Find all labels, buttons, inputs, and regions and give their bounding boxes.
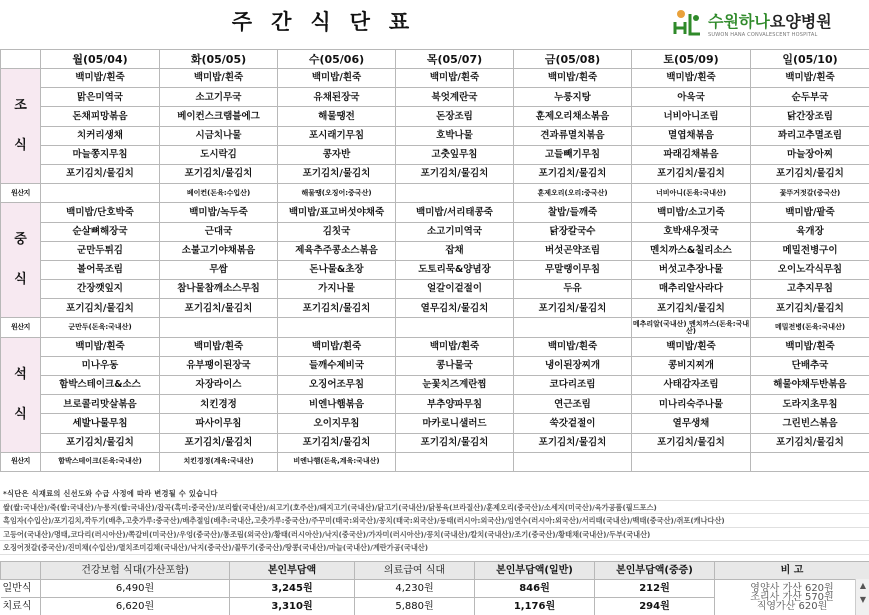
menu-item: 냉이된장찌개 bbox=[514, 356, 632, 375]
menu-item: 훈제오리채소볶음 bbox=[514, 107, 632, 126]
day-header: 목(05/07) bbox=[396, 50, 514, 69]
menu-item: 단배추국 bbox=[751, 356, 869, 375]
origin-row bbox=[1, 184, 869, 203]
menu-item: 포기김치/물김치 bbox=[396, 164, 514, 183]
menu-item: 매추리알사라다 bbox=[632, 280, 751, 299]
meal-label-char: 조 bbox=[14, 98, 27, 114]
menu-row bbox=[1, 433, 869, 452]
origin-item bbox=[41, 184, 160, 203]
day-header-row bbox=[1, 50, 869, 69]
menu-item: 닭간장조림 bbox=[751, 107, 869, 126]
price-header-cell: 본인부담액 bbox=[230, 562, 355, 580]
notice-line: 오징어젓갈(중국산)/진미채(수입산)/멸치조미김채(국내산)/낙지(중국산)/꼴뚜기(중국산)/땅콩(국내산)/마늘(국내산)/계란가공(국내산) bbox=[0, 541, 869, 555]
price-remarks bbox=[715, 580, 869, 615]
menu-row bbox=[1, 107, 869, 126]
menu-item: 자장라이스 bbox=[160, 376, 278, 395]
menu-item: 포기김치/물김치 bbox=[160, 433, 278, 452]
menu-item: 돈나물&초장 bbox=[278, 260, 396, 279]
menu-item: 고들빼기무침 bbox=[514, 145, 632, 164]
menu-item: 도시락김 bbox=[160, 145, 278, 164]
menu-row bbox=[1, 145, 869, 164]
menu-item: 찰밥/들깨죽 bbox=[514, 203, 632, 222]
notice-line: *식단은 식재료의 신선도와 수급 사정에 따라 변경될 수 있습니다 bbox=[0, 487, 869, 501]
price-header-cell: 건강보험 식대(가산포함) bbox=[41, 562, 230, 580]
origin-item bbox=[396, 318, 514, 337]
menu-row bbox=[1, 88, 869, 107]
menu-item: 포기김치/물김치 bbox=[278, 433, 396, 452]
menu-item: 소고기미역국 bbox=[396, 222, 514, 241]
logo-name-dark: 요양병원 bbox=[769, 11, 832, 31]
price-value: 1,176원 bbox=[475, 598, 595, 615]
menu-item: 포기김치/물김치 bbox=[632, 164, 751, 183]
origin-item bbox=[514, 318, 632, 337]
menu-item: 베이컨스크램블에그 bbox=[160, 107, 278, 126]
origin-item: 메추리알(국내산) 멘치까스(돈육:국내산) bbox=[632, 318, 751, 337]
menu-item: 육개장 bbox=[751, 222, 869, 241]
menu-item: 포기김치/물김치 bbox=[41, 433, 160, 452]
price-row-label: 일반식 bbox=[1, 580, 41, 598]
day-header: 수(05/06) bbox=[278, 50, 396, 69]
menu-item: 오이지무침 bbox=[278, 414, 396, 433]
origin-item: 너비아니(돈육:국내산) bbox=[632, 184, 751, 203]
origin-label: 원산지 bbox=[1, 452, 41, 471]
menu-item: 마늘장아찌 bbox=[751, 145, 869, 164]
menu-item: 멘치까스&칠리소스 bbox=[632, 241, 751, 260]
menu-item: 포기김치/물김치 bbox=[278, 299, 396, 318]
menu-item: 포기김치/물김치 bbox=[41, 299, 160, 318]
menu-item: 돈채피망볶음 bbox=[41, 107, 160, 126]
menu-item: 포시래기무침 bbox=[278, 126, 396, 145]
menu-item: 군만두튀김 bbox=[41, 241, 160, 260]
menu-row bbox=[1, 222, 869, 241]
menu-item: 호박나물 bbox=[396, 126, 514, 145]
meal-label-char: 식 bbox=[14, 272, 27, 288]
menu-item: 잡채 bbox=[396, 241, 514, 260]
logo-english: SUWON HANA CONVALESCENT HOSPITAL bbox=[708, 31, 818, 38]
menu-item: 함박스테이크&소스 bbox=[41, 376, 160, 395]
menu-row bbox=[1, 69, 869, 88]
origin-item: 해물땡(오징어:중국산) bbox=[278, 184, 396, 203]
menu-item: 김칫국 bbox=[278, 222, 396, 241]
price-value: 3,245원 bbox=[230, 580, 355, 598]
menu-row bbox=[1, 337, 869, 356]
menu-item: 백미밥/흰죽 bbox=[278, 69, 396, 88]
price-value: 6,490원 bbox=[41, 580, 230, 598]
menu-item: 도라지초무침 bbox=[751, 395, 869, 414]
corner-cell bbox=[1, 50, 41, 69]
meal-price-table bbox=[0, 561, 869, 615]
menu-item: 닭장칼국수 bbox=[514, 222, 632, 241]
menu-item: 들깨수제비국 bbox=[278, 356, 396, 375]
menu-item: 아욱국 bbox=[632, 88, 751, 107]
menu-item: 백미밥/흰죽 bbox=[41, 69, 160, 88]
menu-item: 백미밥/흰죽 bbox=[751, 69, 869, 88]
menu-item: 고춧잎무침 bbox=[396, 145, 514, 164]
price-value: 5,880원 bbox=[355, 598, 475, 615]
price-header-cell: 비 고 bbox=[715, 562, 869, 580]
menu-item: 백미밥/흰죽 bbox=[278, 337, 396, 356]
menu-item: 백미밥/팥죽 bbox=[751, 203, 869, 222]
price-header-cell: 의료급여 식대 bbox=[355, 562, 475, 580]
menu-row bbox=[1, 203, 869, 222]
menu-item: 백미밥/흰죽 bbox=[41, 337, 160, 356]
price-header-cell: 본인부담액(중증) bbox=[595, 562, 715, 580]
price-value: 212원 bbox=[595, 580, 715, 598]
menu-item: 눈꽃치즈계란찜 bbox=[396, 376, 514, 395]
menu-item: 누룽지탕 bbox=[514, 88, 632, 107]
menu-row bbox=[1, 164, 869, 183]
remark-line: 직영가산 620원 bbox=[756, 601, 828, 612]
menu-item: 미나우동 bbox=[41, 356, 160, 375]
menu-item: 파래김채볶음 bbox=[632, 145, 751, 164]
origin-item bbox=[514, 452, 632, 471]
menu-item: 포기김치/물김치 bbox=[751, 299, 869, 318]
meal-label-char: 식 bbox=[14, 406, 27, 422]
menu-item: 브로콜리맛살볶음 bbox=[41, 395, 160, 414]
origin-item: 비엔나햄(돈육,계육:국내산) bbox=[278, 452, 396, 471]
menu-item: 순두부국 bbox=[751, 88, 869, 107]
menu-item: 사태감자조림 bbox=[632, 376, 751, 395]
menu-item: 쑥갓겉절이 bbox=[514, 414, 632, 433]
price-header-row bbox=[1, 562, 869, 580]
origin-row bbox=[1, 318, 869, 337]
menu-item: 포기김치/물김치 bbox=[751, 433, 869, 452]
origin-item bbox=[278, 318, 396, 337]
menu-item: 연근조림 bbox=[514, 395, 632, 414]
menu-item: 백미밥/흰죽 bbox=[160, 337, 278, 356]
menu-item: 유채된장국 bbox=[278, 88, 396, 107]
menu-row bbox=[1, 356, 869, 375]
menu-item: 백미밥/흰죽 bbox=[160, 69, 278, 88]
menu-item: 무쌈 bbox=[160, 260, 278, 279]
menu-row bbox=[1, 280, 869, 299]
menu-item: 포기김치/물김치 bbox=[632, 433, 751, 452]
menu-row bbox=[1, 395, 869, 414]
day-header: 월(05/04) bbox=[41, 50, 160, 69]
menu-item: 포기김치/물김치 bbox=[751, 164, 869, 183]
menu-item: 콩비지찌개 bbox=[632, 356, 751, 375]
origin-item: 베이컨(돈육:수입산) bbox=[160, 184, 278, 203]
weekly-menu-table bbox=[0, 49, 869, 472]
menu-item: 메밀전병구이 bbox=[751, 241, 869, 260]
menu-item: 시금치나물 bbox=[160, 126, 278, 145]
meal-label-char: 석 bbox=[14, 366, 27, 382]
menu-item: 열무생채 bbox=[632, 414, 751, 433]
menu-item: 백미밥/소고기죽 bbox=[632, 203, 751, 222]
day-header: 일(05/10) bbox=[751, 50, 869, 69]
menu-item: 참나물참깨소스무침 bbox=[160, 280, 278, 299]
logo-name-green: 수원하나 bbox=[708, 11, 770, 31]
menu-item: 비엔나햄볶음 bbox=[278, 395, 396, 414]
meal-label-char: 중 bbox=[14, 232, 27, 248]
menu-item: 백미밥/흰죽 bbox=[514, 69, 632, 88]
menu-item: 두유 bbox=[514, 280, 632, 299]
menu-item: 맑은미역국 bbox=[41, 88, 160, 107]
menu-item: 치킨경정 bbox=[160, 395, 278, 414]
origin-item: 치킨경정(계육:국내산) bbox=[160, 452, 278, 471]
menu-item: 치커리생채 bbox=[41, 126, 160, 145]
menu-item: 그린빈스볶음 bbox=[751, 414, 869, 433]
menu-item: 미나리숙주나물 bbox=[632, 395, 751, 414]
menu-item: 돈장조림 bbox=[396, 107, 514, 126]
meal-label bbox=[1, 203, 41, 318]
menu-item: 오이노각식무침 bbox=[751, 260, 869, 279]
origin-item: 메밀전병(돈육:국내산) bbox=[751, 318, 869, 337]
price-value: 3,310원 bbox=[230, 598, 355, 615]
origin-item: 꽃뚜거젓갈(중국산) bbox=[751, 184, 869, 203]
day-header: 화(05/05) bbox=[160, 50, 278, 69]
origin-label: 원산지 bbox=[1, 184, 41, 203]
hospital-logo-icon bbox=[672, 8, 702, 38]
menu-item: 호박새우젓국 bbox=[632, 222, 751, 241]
menu-body bbox=[1, 69, 869, 472]
page-title: 주간식단표 bbox=[231, 10, 429, 34]
origin-item bbox=[396, 184, 514, 203]
menu-item: 간장깻잎지 bbox=[41, 280, 160, 299]
menu-item: 제육추주콩소스볶음 bbox=[278, 241, 396, 260]
menu-item: 부추양파무침 bbox=[396, 395, 514, 414]
price-header-cell bbox=[1, 562, 41, 580]
vertical-scrollbar[interactable] bbox=[855, 579, 869, 615]
scroll-up-icon[interactable]: ▲ bbox=[859, 581, 867, 590]
menu-item: 마카로니샐러드 bbox=[396, 414, 514, 433]
day-header: 토(05/09) bbox=[632, 50, 751, 69]
notice-line: 고등어(국내산)/명태,코다리(러시아산)/쪽갈비(미국산)/우엉(중국산)/통조림(외국산)/황태(러시아산)/낙지(중국산)/가자미(러시아산)/꽁치(국내산)/칼치(국내산)/조기(중국산)/황태채(국내산)/두부(국내산) bbox=[0, 528, 869, 542]
menu-item: 도토리묵&양념장 bbox=[396, 260, 514, 279]
menu-item: 유부팽이된장국 bbox=[160, 356, 278, 375]
menu-item: 포기김치/물김치 bbox=[514, 299, 632, 318]
menu-item: 꽈리고추멸조림 bbox=[751, 126, 869, 145]
menu-item: 해물땡전 bbox=[278, 107, 396, 126]
menu-item: 백미밥/흰죽 bbox=[632, 69, 751, 88]
price-value: 6,620원 bbox=[41, 598, 230, 615]
notice-line: 흑임자(수입산)/포기김치,깍두기(배추,고춧가루:중국산)/배추절임(배추:국내산,고춧가루:중국산)/주꾸미(태국:외국산)/꽁치(태국:외국산)/동태(러시아:외국산)/임연수(러시아:외국산)/서리태(국내산)/백태(중국산)/쥐포(캐나다산) bbox=[0, 514, 869, 528]
meal-label bbox=[1, 337, 41, 452]
menu-item: 백미밥/녹두죽 bbox=[160, 203, 278, 222]
origin-item bbox=[751, 452, 869, 471]
menu-item: 소불고기야채볶음 bbox=[160, 241, 278, 260]
menu-item: 북엇계란국 bbox=[396, 88, 514, 107]
menu-row bbox=[1, 241, 869, 260]
menu-item: 백미밥/흰죽 bbox=[632, 337, 751, 356]
menu-item: 백미밥/단호박죽 bbox=[41, 203, 160, 222]
menu-row bbox=[1, 260, 869, 279]
origin-label: 원산지 bbox=[1, 318, 41, 337]
origin-item bbox=[396, 452, 514, 471]
menu-item: 포기김치/물김치 bbox=[41, 164, 160, 183]
price-row-label: 치료식 bbox=[1, 598, 41, 615]
menu-item: 마늘쫑지무침 bbox=[41, 145, 160, 164]
menu-item: 포기김치/물김치 bbox=[160, 164, 278, 183]
origin-item: 군만두(돈육:국내산) bbox=[41, 318, 160, 337]
menu-item: 버섯고추장나물 bbox=[632, 260, 751, 279]
scroll-down-icon[interactable]: ▼ bbox=[859, 595, 867, 604]
menu-item: 소고기무국 bbox=[160, 88, 278, 107]
menu-item: 포기김치/물김치 bbox=[396, 433, 514, 452]
menu-item: 백미밥/표고버섯야채죽 bbox=[278, 203, 396, 222]
menu-item: 얼갈이겉절이 bbox=[396, 280, 514, 299]
menu-item: 열무김치/물김치 bbox=[396, 299, 514, 318]
notice-line: 쌀(쌀:국내산)/죽(쌀:국내산)/누룽지(쌀:국내산)/잡곡(흑미:중국산)/보리쌀(국내산)/쇠고기(호주산)/돼지고기(국내산)/닭고기(국내산)/닭봉육(브라질산)/훈제오리(중국산)/소세지(미국산)/육가공품(필드포스) bbox=[0, 501, 869, 515]
menu-item: 버섯곤약조림 bbox=[514, 241, 632, 260]
menu-item: 해물야채두반볶음 bbox=[751, 376, 869, 395]
menu-item: 포기김치/물김치 bbox=[632, 299, 751, 318]
menu-item: 고추지무침 bbox=[751, 280, 869, 299]
menu-item: 견과류멸치볶음 bbox=[514, 126, 632, 145]
menu-item: 백미밥/서리태콩죽 bbox=[396, 203, 514, 222]
origin-row bbox=[1, 452, 869, 471]
menu-item: 근대국 bbox=[160, 222, 278, 241]
menu-item: 세발나물무침 bbox=[41, 414, 160, 433]
menu-row bbox=[1, 299, 869, 318]
menu-item: 콩나물국 bbox=[396, 356, 514, 375]
menu-item: 포기김치/물김치 bbox=[160, 299, 278, 318]
menu-item: 백미밥/흰죽 bbox=[396, 69, 514, 88]
price-value: 4,230원 bbox=[355, 580, 475, 598]
origin-item bbox=[160, 318, 278, 337]
menu-item: 무말랭이무침 bbox=[514, 260, 632, 279]
menu-row bbox=[1, 126, 869, 145]
origin-item bbox=[632, 452, 751, 471]
price-value: 846원 bbox=[475, 580, 595, 598]
menu-item: 볼어묵조림 bbox=[41, 260, 160, 279]
origin-item: 훈제오리(오리:중국산) bbox=[514, 184, 632, 203]
hospital-logo bbox=[672, 8, 832, 38]
menu-row bbox=[1, 376, 869, 395]
menu-item: 가지나물 bbox=[278, 280, 396, 299]
origin-item: 함박스테이크(돈육:국내산) bbox=[41, 452, 160, 471]
menu-item: 멸엽채볶음 bbox=[632, 126, 751, 145]
meal-label-char: 식 bbox=[14, 138, 27, 154]
price-row-general bbox=[1, 580, 869, 598]
price-value: 294원 bbox=[595, 598, 715, 615]
price-header-cell: 본인부담액(일반) bbox=[475, 562, 595, 580]
menu-item: 포기김치/물김치 bbox=[278, 164, 396, 183]
meal-label bbox=[1, 69, 41, 184]
menu-item: 백미밥/흰죽 bbox=[514, 337, 632, 356]
menu-item: 코다리조림 bbox=[514, 376, 632, 395]
menu-item: 파사이무침 bbox=[160, 414, 278, 433]
menu-item: 백미밥/흰죽 bbox=[396, 337, 514, 356]
day-header: 금(05/08) bbox=[514, 50, 632, 69]
menu-item: 오징어조무침 bbox=[278, 376, 396, 395]
remark-line: 조리사 가산 570원 bbox=[750, 592, 834, 603]
menu-item: 백미밥/흰죽 bbox=[751, 337, 869, 356]
remark-line: 영양사 가산 620원 bbox=[750, 583, 834, 594]
menu-item: 포기김치/물김치 bbox=[514, 164, 632, 183]
menu-row bbox=[1, 414, 869, 433]
menu-item: 순살뼈해장국 bbox=[41, 222, 160, 241]
menu-item: 포기김치/물김치 bbox=[514, 433, 632, 452]
menu-item: 콩자반 bbox=[278, 145, 396, 164]
menu-item: 너비아니조림 bbox=[632, 107, 751, 126]
notice-section bbox=[0, 487, 869, 555]
